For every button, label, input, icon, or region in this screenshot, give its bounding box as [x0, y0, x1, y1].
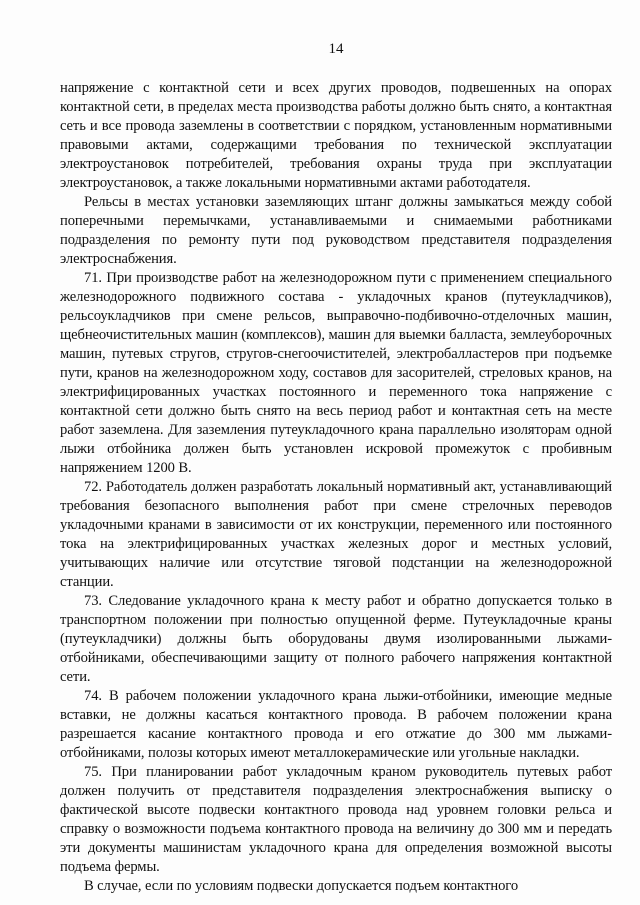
paragraph-73: 73. Следование укладочного крана к месту работ и обратно допускается только в транспортном положении при полностью опущенной ферме. Путеукладочные краны (путеукладчики) должны быть оборудованы двумя изолированными лыжами-отбойниками, обеспечивающими защиту от полного рабочего напряжения контактной сети.: [60, 593, 612, 685]
paragraph-rails-grounding: Рельсы в местах установки заземляющих штанг должны замыкаться между собой поперечными перемычками, устанавливаемыми и снимаемыми работниками подразделения по ремонту пути под руководством представителя подразделения электроснабжения.: [60, 194, 612, 267]
page-number: 14: [328, 41, 344, 57]
paragraph-continuation: напряжение с контактной сети и всех других проводов, подвешенных на опорах контактной сети, в пределах места производства работы должно быть снято, а контактная сеть и все провода заземлены в соответствии с порядком, установленным нормативными правовыми актами, содержащими требования по технической эксплуатации электроустановок потребителей, требования охраны труда при эксплуатации электроустановок, а также локальными нормативными актами работодателя.: [60, 80, 612, 191]
paragraph-75: 75. При планировании работ укладочным краном руководитель путевых работ должен получить от представителя подразделения электроснабжения выписку о фактической высоте подвески контактного провода над уровнем головки рельса и справку о возможности подъема контактного провода на величину до 300 мм и передать эти документы машинистам укладочного крана для определения возможной высоты подъема фермы.: [60, 764, 612, 875]
paragraph-74: 74. В рабочем положении укладочного крана лыжи-отбойники, имеющие медные вставки, не должны касаться контактного провода. В рабочем положении крана разрешается касание контактного провода и его отжатие до 300 мм лыжами-отбойниками, полозы которых имеют металлокерамические или угольные накладки.: [60, 688, 612, 761]
paragraph-71: 71. При производстве работ на железнодорожном пути с применением специального железнодорожного подвижного состава - укладочных кранов (путеукладчиков), рельсоукладчиков при смене рельсов, выправочно-подбивочно-отделочных машин, щебнеочистительных машин (комплексов), машин для выемки балласта, землеуборочных машин, путевых стругов, стругов-снегоочистителей, электробалластеров при подъемке пути, кранов на железнодорожном ходу, составов для засорителей, стреловых кранов, на электрифицированных участках постоянного и переменного тока напряжение с контактной сети должно быть снято на весь период работ и контактная сеть на месте работ заземлена. Для заземления путеукладочного крана параллельно изоляторам одной лыжи отбойника должен быть установлен искровой промежуток с пробивным напряжением 1200 В.: [60, 270, 612, 476]
document-body: [60, 79, 612, 896]
paragraph-continued-next-page: В случае, если по условиям подвески допускается подъем контактного: [84, 878, 519, 894]
paragraph-72: 72. Работодатель должен разработать локальный нормативный акт, устанавливающий требования безопасного выполнения работ при смене стрелочных переводов укладочными кранами в зависимости от их конструкции, переменного или постоянного тока на электрифицированных участках железных дорог и местных условий, учитывающих наличие или отсутствие тяговой подстанции на железнодорожной станции.: [60, 479, 612, 590]
